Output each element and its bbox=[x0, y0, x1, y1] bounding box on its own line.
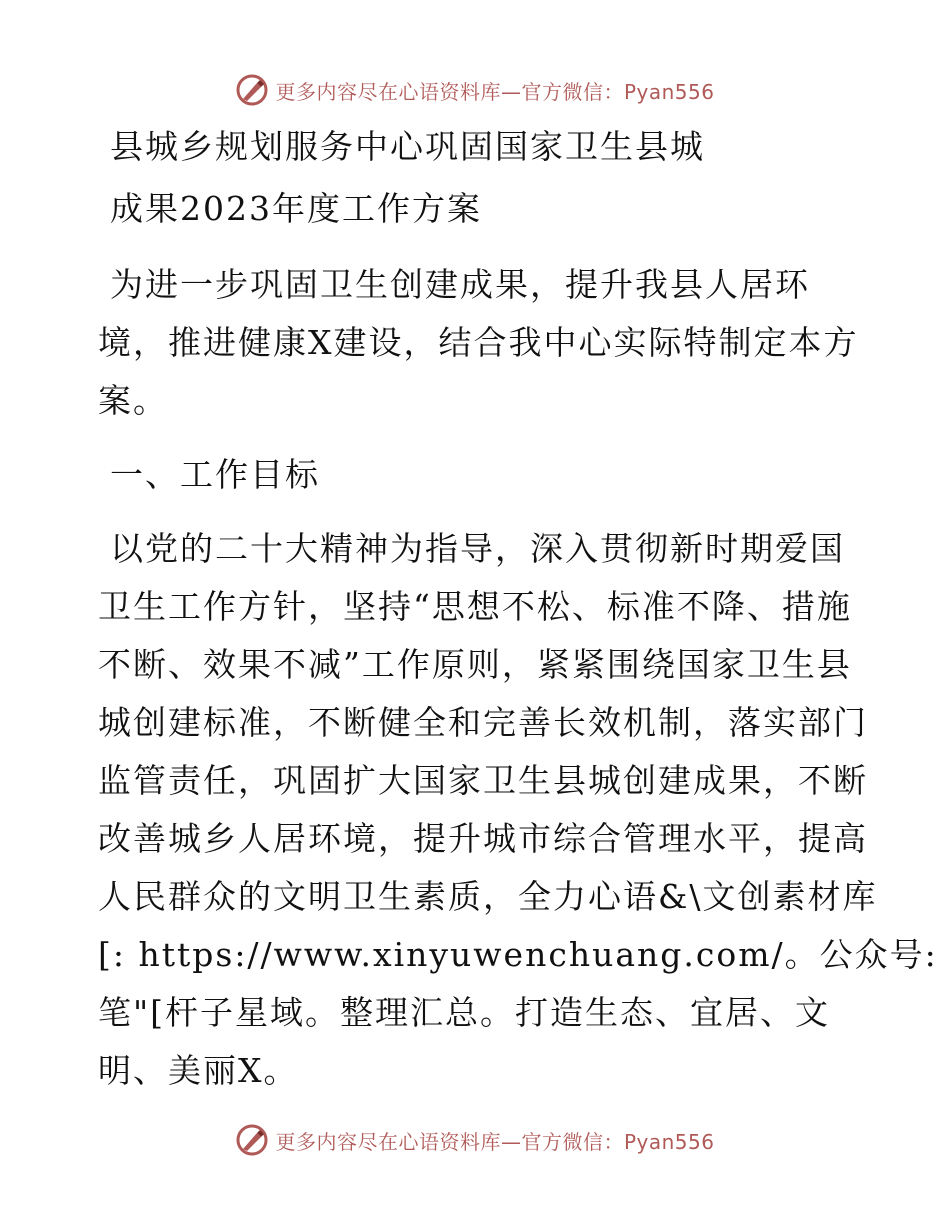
title-line-1: 县城乡规划服务中心巩固国家卫生县城 bbox=[110, 127, 705, 166]
paragraph-line: 笔"[杆子星域。整理汇总。打造生态、宜居、文 bbox=[98, 993, 831, 1032]
title-line-2: 成果2023年度工作方案 bbox=[110, 189, 482, 228]
paragraph-line: [: https://www.xinyuwenchuang.com/。公众号: bbox=[98, 935, 938, 974]
intro-line-1: 为进一步巩固卫生创建成果，提升我县人居环 bbox=[110, 265, 810, 304]
watermark-text: 更多内容尽在心语资料库—官方微信：Pyan556 bbox=[275, 1129, 715, 1154]
paragraph-line: 城创建标准，不断健全和完善长效机制，落实部门 bbox=[98, 703, 868, 742]
pen-logo-icon bbox=[235, 73, 269, 107]
document-body bbox=[98, 118, 938, 1100]
watermark-text: 更多内容尽在心语资料库—官方微信：Pyan556 bbox=[275, 79, 715, 104]
paragraph-line: 监管责任，巩固扩大国家卫生县城创建成果，不断 bbox=[98, 761, 868, 800]
watermark-footer bbox=[0, 1120, 950, 1160]
pen-logo-icon bbox=[235, 1123, 269, 1157]
intro-line-3: 案。 bbox=[98, 381, 168, 420]
paragraph-line: 人民群众的文明卫生素质，全力心语&\文创素材库 bbox=[98, 877, 878, 916]
watermark-header bbox=[0, 70, 950, 110]
paragraph-line: 以党的二十大精神为指导，深入贯彻新时期爱国 bbox=[110, 529, 845, 568]
paragraph-line: 不断、效果不减”工作原则，紧紧围绕国家卫生县 bbox=[98, 645, 852, 684]
paragraph-line: 卫生工作方针，坚持“思想不松、标准不降、措施 bbox=[98, 587, 852, 626]
section-heading: 一、工作目标 bbox=[110, 455, 320, 494]
intro-line-2: 境，推进健康X建设，结合我中心实际特制定本方 bbox=[98, 323, 859, 362]
paragraph-line: 明、美丽X。 bbox=[98, 1051, 299, 1090]
paragraph-line: 改善城乡人居环境，提升城市综合管理水平，提高 bbox=[98, 819, 868, 858]
